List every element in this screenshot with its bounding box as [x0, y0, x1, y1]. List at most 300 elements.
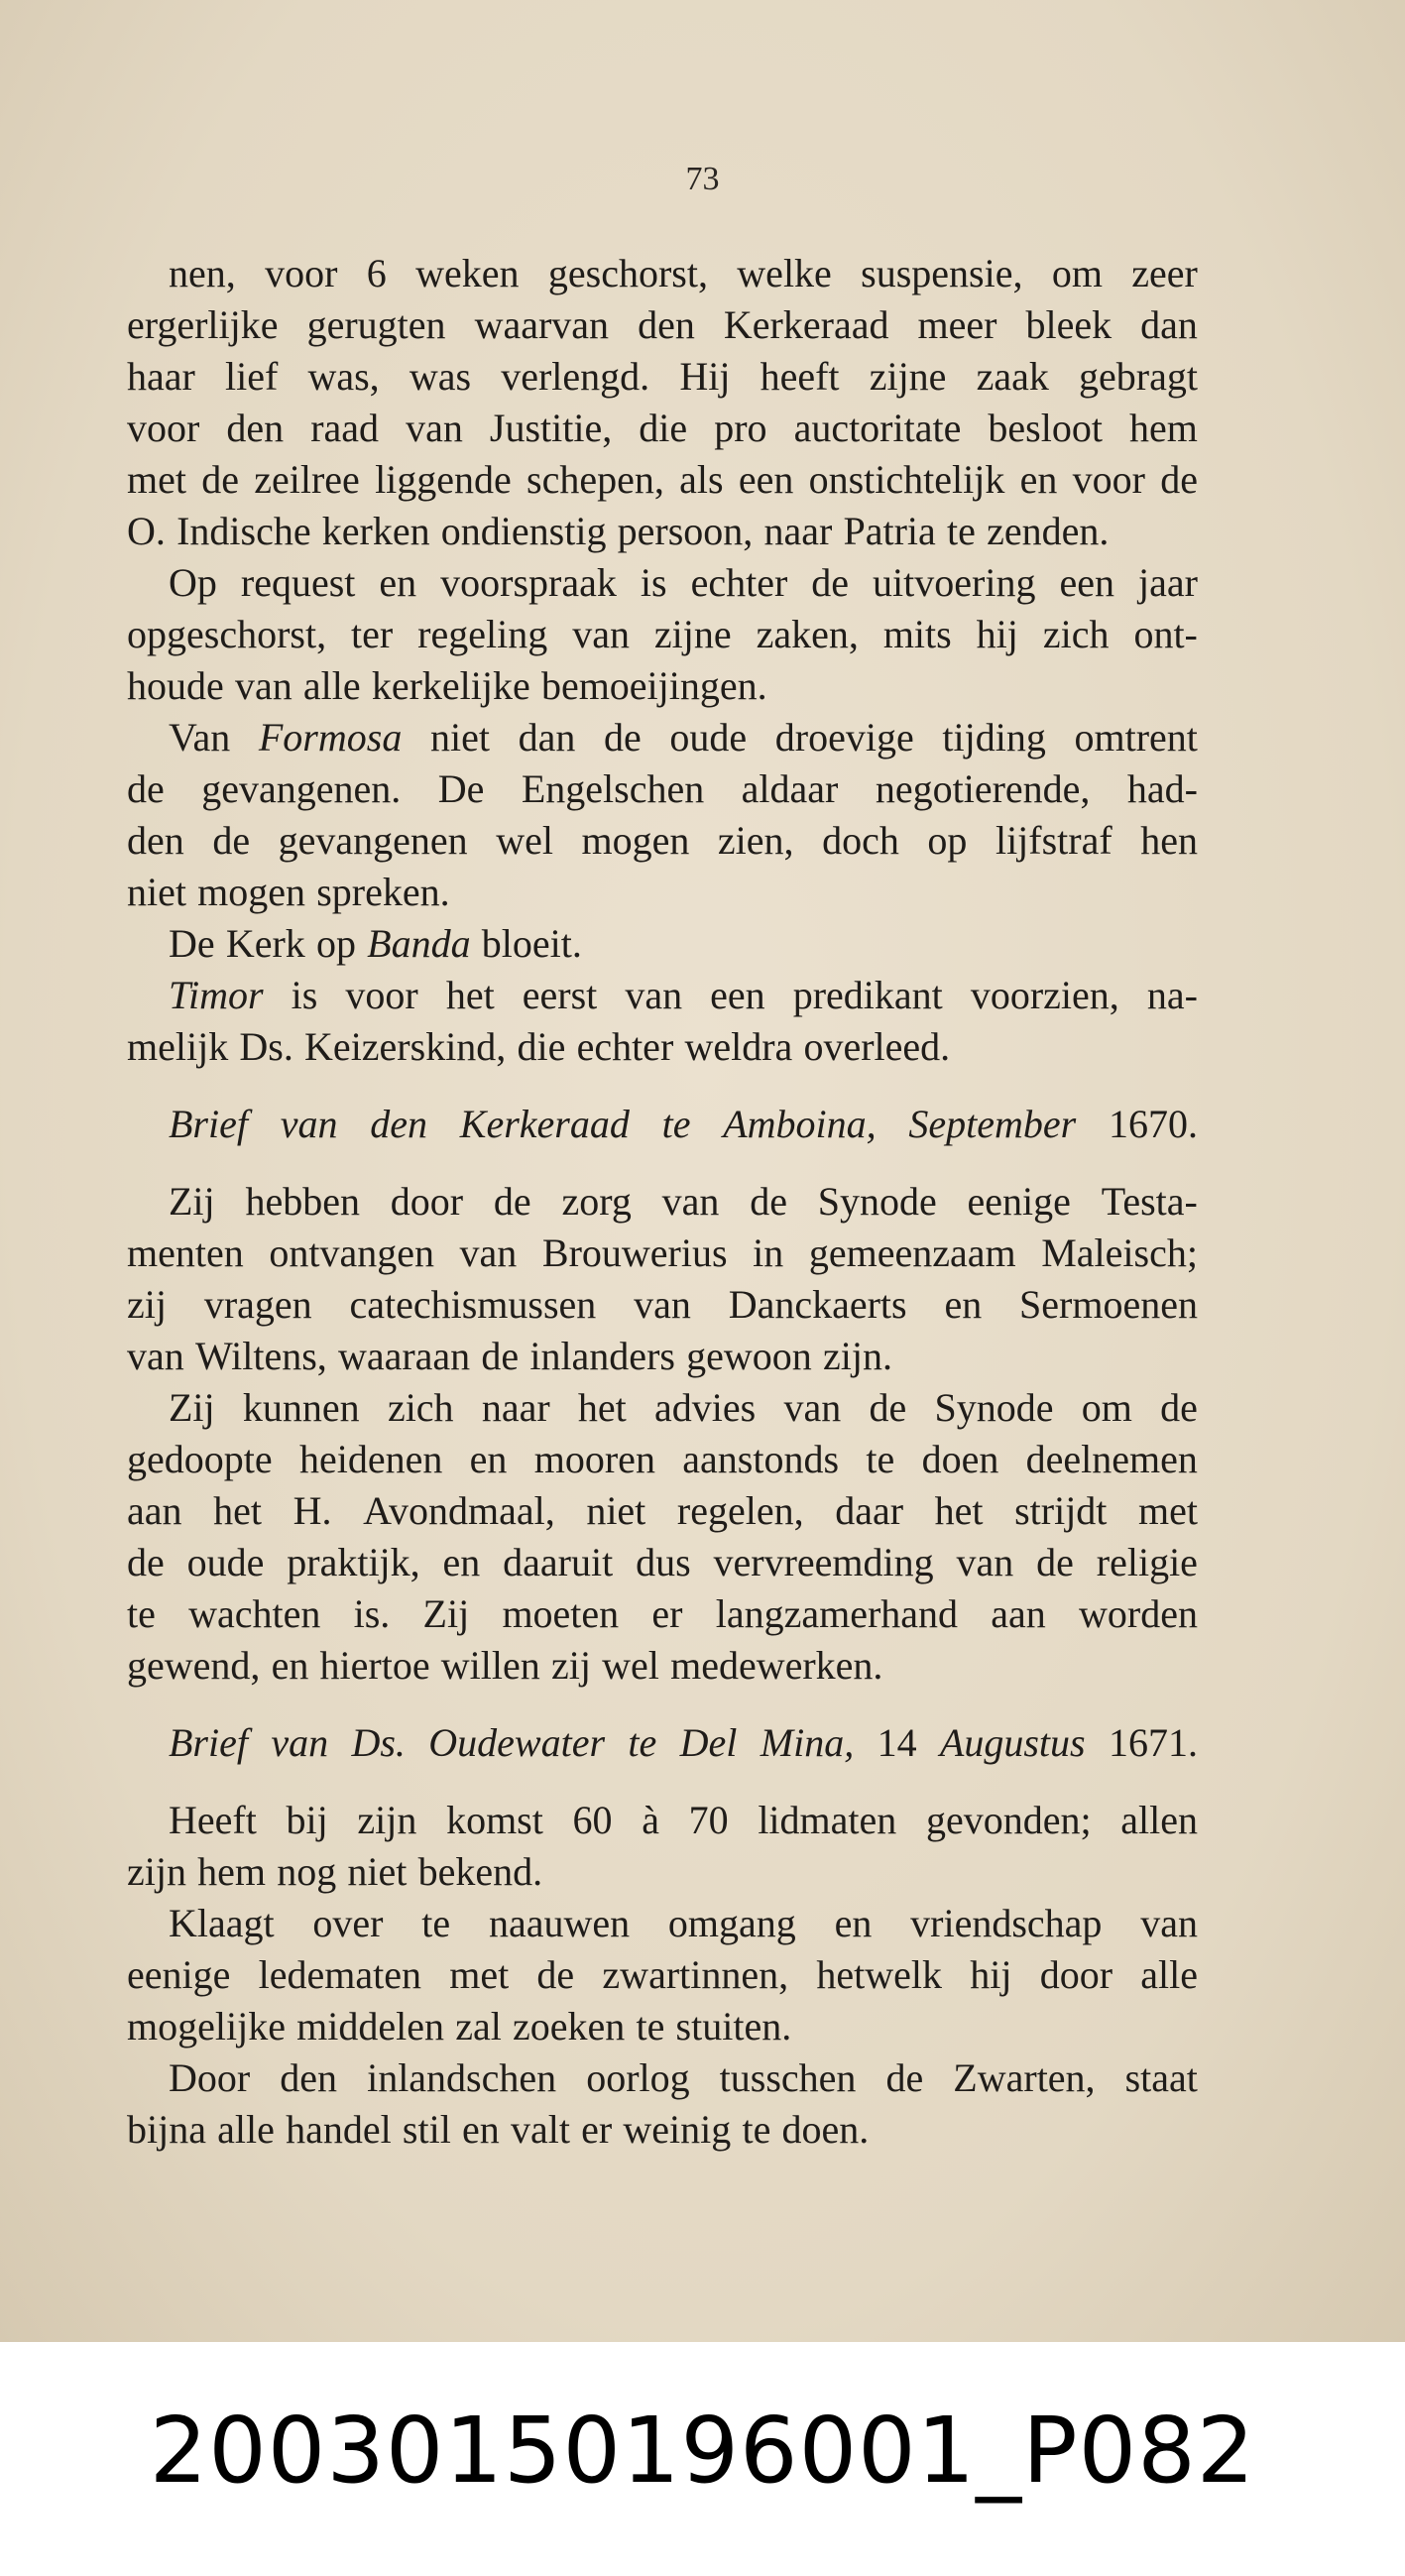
- word: dan: [1140, 302, 1198, 347]
- word: hij: [976, 612, 1018, 656]
- text-line: [127, 1279, 1198, 1331]
- word: Patria: [843, 509, 936, 553]
- word: regelen,: [676, 1488, 804, 1533]
- word: predikant: [792, 973, 943, 1017]
- heading-word: Del: [679, 1720, 738, 1765]
- word: middelen: [296, 2004, 445, 2049]
- word: worden: [1079, 1591, 1198, 1636]
- text-line: [127, 1434, 1198, 1485]
- word: was: [409, 354, 472, 399]
- word: religie: [1096, 1540, 1198, 1584]
- word: de: [536, 1952, 575, 1997]
- word: zeer: [1131, 251, 1198, 295]
- word: de: [127, 766, 165, 811]
- text-line: [127, 970, 1198, 1021]
- word: Zwarten,: [953, 2055, 1096, 2100]
- word: droevige: [774, 715, 914, 760]
- word: lidmaten: [758, 1798, 897, 1842]
- word: als: [679, 457, 724, 502]
- word: en: [379, 560, 417, 605]
- word: van: [459, 1230, 518, 1275]
- word: te: [947, 509, 976, 553]
- word: Klaagt: [169, 1901, 275, 1945]
- word: in: [753, 1230, 784, 1275]
- text-line: [127, 1949, 1198, 2001]
- word: van: [661, 1179, 720, 1224]
- word: door: [390, 1179, 464, 1224]
- word: Formosa: [258, 715, 403, 760]
- word: alle: [217, 2107, 275, 2152]
- heading-word: Mina,: [760, 1720, 855, 1765]
- text-line: [127, 506, 1198, 557]
- word: wel: [602, 1643, 659, 1688]
- word: weldra: [684, 1024, 793, 1069]
- word: niet: [429, 715, 490, 760]
- word: tusschen: [719, 2055, 857, 2100]
- word: Brouwerius: [541, 1230, 728, 1275]
- word: hebben: [245, 1179, 360, 1224]
- word: gemeenzaam: [808, 1230, 1016, 1275]
- heading-word: den: [370, 1102, 428, 1146]
- word: houde: [127, 663, 224, 708]
- word: aanstonds: [682, 1437, 840, 1481]
- word: negotierende,: [875, 766, 1091, 811]
- word: weinig: [623, 2107, 732, 2152]
- word: zich: [1042, 612, 1110, 656]
- word: wel: [496, 818, 553, 863]
- word: medewerken.: [670, 1643, 883, 1688]
- word: ergerlijke: [127, 302, 279, 347]
- word: over: [312, 1901, 384, 1945]
- word: Ds.: [239, 1024, 293, 1069]
- word: de: [127, 1540, 165, 1584]
- word: met: [1138, 1488, 1198, 1533]
- word: liggende: [375, 457, 512, 502]
- text-line: [127, 918, 1198, 970]
- word: zaak: [976, 354, 1049, 399]
- word: 60: [572, 1798, 613, 1842]
- text-line: [127, 454, 1198, 506]
- word: bijna: [127, 2107, 206, 2152]
- word: van: [127, 1334, 184, 1378]
- text-line: [127, 299, 1198, 351]
- word: mooren: [533, 1437, 655, 1481]
- word: gevangenen.: [201, 766, 402, 811]
- word: het: [577, 1385, 627, 1430]
- word: inlandschen: [367, 2055, 557, 2100]
- word: zijne: [869, 354, 947, 399]
- word: omtrent: [1074, 715, 1198, 760]
- word: voor: [345, 973, 418, 1017]
- word: Avondmaal,: [363, 1488, 555, 1533]
- word: de: [1160, 457, 1198, 502]
- word: niet: [586, 1488, 646, 1533]
- word: doen.: [781, 2107, 870, 2152]
- word: den: [280, 2055, 338, 2100]
- word: ont-: [1133, 612, 1198, 656]
- word: gerugten: [306, 302, 446, 347]
- word: Heeft: [169, 1798, 257, 1842]
- heading-word: 1671.: [1108, 1720, 1198, 1765]
- word: van: [234, 663, 293, 708]
- text-line: [127, 248, 1198, 299]
- word: voor: [127, 406, 200, 450]
- heading-word: Oudewater: [428, 1720, 606, 1765]
- text-line: [127, 763, 1198, 815]
- heading-word: Brief: [169, 1720, 248, 1765]
- word: ter: [351, 612, 394, 656]
- word: te: [866, 1437, 895, 1481]
- text-body: [127, 248, 1198, 2156]
- word: strijdt: [1014, 1488, 1108, 1533]
- word: uitvoering: [873, 560, 1036, 605]
- word: valt: [510, 2107, 570, 2152]
- text-line: [127, 712, 1198, 763]
- word: het: [445, 973, 495, 1017]
- text-line: [127, 1898, 1198, 1949]
- word: zwartinnen,: [602, 1952, 789, 1997]
- word: Zij: [169, 1179, 215, 1224]
- word: en: [944, 1282, 983, 1327]
- word: hij: [970, 1952, 1012, 1997]
- word: kerken: [321, 509, 430, 553]
- word: Keizerskind,: [304, 1024, 507, 1069]
- word: de: [493, 1179, 531, 1224]
- word: aan: [127, 1488, 182, 1533]
- word: waarvan: [474, 302, 610, 347]
- word: die: [639, 406, 688, 450]
- word: den: [226, 406, 285, 450]
- word: zaken,: [756, 612, 859, 656]
- word: voor: [1072, 457, 1145, 502]
- word: Zij: [422, 1591, 470, 1636]
- page-number: 73: [685, 161, 720, 197]
- word: Op: [169, 560, 217, 605]
- word: Banda: [367, 921, 471, 966]
- word: aan: [991, 1591, 1046, 1636]
- letter-heading: [127, 1099, 1198, 1150]
- word: bemoeijingen.: [540, 663, 767, 708]
- word: van: [956, 1540, 1014, 1584]
- word: niet: [347, 1849, 408, 1894]
- word: te: [636, 2004, 665, 2049]
- word: à: [642, 1798, 659, 1842]
- word: kunnen: [242, 1385, 360, 1430]
- word: de: [1160, 1385, 1198, 1430]
- word: echter: [576, 1024, 674, 1069]
- word: H.: [293, 1488, 332, 1533]
- word: zij: [550, 1643, 591, 1688]
- word: voorzien,: [970, 973, 1119, 1017]
- word: gewoon: [686, 1334, 812, 1378]
- heading-word: September: [908, 1102, 1077, 1146]
- word: een: [1059, 560, 1114, 605]
- word: en: [442, 1540, 481, 1584]
- word: had-: [1126, 766, 1198, 811]
- word: van: [406, 406, 463, 450]
- word: na-: [1146, 973, 1198, 1017]
- heading-word: 14: [877, 1720, 917, 1765]
- word: O.: [127, 509, 166, 553]
- paragraph: [127, 1795, 1198, 1898]
- word: ondienstig: [440, 509, 607, 553]
- word: tijding: [942, 715, 1046, 760]
- word: lief: [224, 354, 279, 399]
- heading-word: Augustus: [939, 1720, 1086, 1765]
- text-line: [127, 403, 1198, 454]
- heading-word: Amboina,: [723, 1102, 877, 1146]
- word: zoeken: [513, 2004, 626, 2049]
- word: met: [127, 457, 186, 502]
- word: willen: [440, 1643, 540, 1688]
- text-line: [127, 1331, 1198, 1382]
- word: zorg: [561, 1179, 632, 1224]
- word: gevangenen: [278, 818, 468, 863]
- word: regeling: [417, 612, 548, 656]
- word: een: [738, 457, 794, 502]
- text-line: [127, 1382, 1198, 1434]
- word: opgeschorst,: [127, 612, 327, 656]
- word: kerkelijke: [371, 663, 530, 708]
- word: de: [201, 457, 239, 502]
- word: spreken.: [316, 870, 450, 914]
- word: naar: [763, 509, 833, 553]
- word: mogelijke: [127, 2004, 286, 2049]
- word: vragen: [203, 1282, 312, 1327]
- text-line: [127, 1795, 1198, 1846]
- word: is.: [353, 1591, 391, 1636]
- word: overleed.: [803, 1024, 951, 1069]
- word: door: [1039, 1952, 1113, 1997]
- word: te: [742, 2107, 771, 2152]
- paragraph: [127, 248, 1198, 557]
- word: de: [811, 560, 850, 605]
- word: gebragt: [1079, 354, 1198, 399]
- word: dan: [518, 715, 576, 760]
- word: eerst: [522, 973, 598, 1017]
- text-line: [127, 1640, 1198, 1692]
- word: van: [572, 612, 630, 656]
- word: is: [640, 560, 667, 605]
- word: langzamerhand: [715, 1591, 959, 1636]
- text-line: [127, 1846, 1198, 1898]
- word: allen: [1120, 1798, 1198, 1842]
- paragraph: [127, 712, 1198, 918]
- word: ledematen: [258, 1952, 421, 1997]
- word: hiertoe: [319, 1643, 430, 1688]
- text-line: [127, 351, 1198, 403]
- word: De: [169, 921, 215, 966]
- word: suspensie,: [861, 251, 1023, 295]
- word: Kerk: [225, 921, 305, 966]
- word: bekend.: [417, 1849, 543, 1894]
- text-line: [127, 1176, 1198, 1228]
- word: alle: [302, 663, 361, 708]
- word: dus: [636, 1540, 691, 1584]
- word: de: [481, 1334, 520, 1378]
- word: oorlog: [586, 2055, 690, 2100]
- paragraph: [127, 918, 1198, 970]
- word: Hij: [679, 354, 731, 399]
- word: welke: [737, 251, 832, 295]
- word: inlanders: [529, 1334, 675, 1378]
- heading-word: Kerkeraad: [459, 1102, 630, 1146]
- text-line: [127, 660, 1198, 712]
- scan-identifier: 20030150196001_P082: [149, 2398, 1256, 2504]
- word: van: [625, 973, 683, 1017]
- text-line: [127, 867, 1198, 918]
- word: van: [1140, 1901, 1198, 1945]
- heading-word: van: [280, 1102, 338, 1146]
- word: catechismussen: [349, 1282, 597, 1327]
- heading-word: Ds.: [351, 1720, 406, 1765]
- word: omgang: [667, 1901, 796, 1945]
- word: deelnemen: [1025, 1437, 1198, 1481]
- word: Zij: [169, 1385, 215, 1430]
- word: pro: [714, 406, 767, 450]
- paragraph: [127, 2052, 1198, 2156]
- word: daaruit: [503, 1540, 614, 1584]
- word: vriendschap: [910, 1901, 1103, 1945]
- word: echter: [690, 560, 788, 605]
- word: en: [469, 1437, 508, 1481]
- word: zijne: [653, 612, 732, 656]
- word: de: [1036, 1540, 1074, 1584]
- word: Engelschen: [521, 766, 705, 811]
- word: weken: [415, 251, 520, 295]
- word: de: [603, 715, 642, 760]
- word: oude: [669, 715, 748, 760]
- word: er: [651, 1591, 683, 1636]
- text-line: [127, 2001, 1198, 2052]
- word: Door: [169, 2055, 251, 2100]
- word: alle: [1140, 1952, 1198, 1997]
- word: den: [127, 818, 184, 863]
- text-line: [127, 2104, 1198, 2156]
- text-line: [127, 1588, 1198, 1640]
- word: auctoritate: [793, 406, 962, 450]
- word: en: [834, 1901, 873, 1945]
- word: jaar: [1137, 560, 1198, 605]
- word: zijn: [357, 1798, 417, 1842]
- word: hem: [197, 1849, 267, 1894]
- word: stuiten.: [675, 2004, 792, 2049]
- word: voorspraak: [440, 560, 617, 605]
- word: onstichtelijk: [808, 457, 1005, 502]
- word: 6: [366, 251, 387, 295]
- text-line: [127, 1537, 1198, 1588]
- word: doch: [822, 818, 899, 863]
- text-line: [127, 557, 1198, 609]
- heading-word: Brief: [169, 1102, 248, 1146]
- word: Danckaerts: [728, 1282, 907, 1327]
- word: oude: [186, 1540, 265, 1584]
- word: waaraan: [337, 1334, 471, 1378]
- heading-word: te: [661, 1102, 691, 1146]
- paragraph: [127, 557, 1198, 712]
- word: praktijk,: [287, 1540, 420, 1584]
- heading-word: van: [271, 1720, 329, 1765]
- word: gedoopte: [127, 1437, 273, 1481]
- word: doen: [921, 1437, 999, 1481]
- text-line: [127, 2052, 1198, 2104]
- paragraph: [127, 1382, 1198, 1692]
- paragraph: [127, 1176, 1198, 1382]
- word: Testa-: [1101, 1179, 1198, 1224]
- word: te: [421, 1901, 451, 1945]
- word: Sermoenen: [1019, 1282, 1198, 1327]
- word: van: [783, 1385, 842, 1430]
- word: geschorst,: [547, 251, 708, 295]
- word: het: [934, 1488, 984, 1533]
- word: komst: [446, 1798, 543, 1842]
- word: 70: [688, 1798, 729, 1842]
- word: het: [213, 1488, 262, 1533]
- word: advies: [654, 1385, 757, 1430]
- word: handel: [286, 2107, 392, 2152]
- word: zal: [455, 2004, 502, 2049]
- word: voor: [265, 251, 338, 295]
- word: bleek: [1025, 302, 1112, 347]
- word: zijn: [127, 1849, 186, 1894]
- word: mogen: [197, 870, 306, 914]
- word: zich: [387, 1385, 454, 1430]
- word: zeilree: [254, 457, 360, 502]
- word: de: [869, 1385, 907, 1430]
- word: bij: [286, 1798, 328, 1842]
- word: is: [291, 973, 318, 1017]
- word: request: [240, 560, 356, 605]
- word: met: [449, 1952, 510, 1997]
- word: schepen,: [527, 457, 664, 502]
- word: te: [127, 1591, 156, 1636]
- word: melijk: [127, 1024, 229, 1069]
- word: was,: [307, 354, 380, 399]
- word: lijfstraf: [995, 818, 1112, 863]
- word: wachten: [188, 1591, 321, 1636]
- word: zien,: [717, 818, 794, 863]
- word: hen: [1140, 818, 1198, 863]
- word: een: [710, 973, 765, 1017]
- word: menten: [127, 1230, 244, 1275]
- heading-word: 1670.: [1108, 1102, 1198, 1146]
- word: hem: [1129, 406, 1198, 450]
- paragraph: [127, 1898, 1198, 2052]
- word: persoon,: [617, 509, 754, 553]
- word: eenige: [127, 1952, 231, 1997]
- word: gevonden;: [925, 1798, 1092, 1842]
- word: heeft: [760, 354, 840, 399]
- word: en: [1019, 457, 1058, 502]
- word: stil: [402, 2107, 451, 2152]
- word: Justitie,: [489, 406, 613, 450]
- word: zijn.: [822, 1334, 892, 1378]
- word: vervreemding: [713, 1540, 934, 1584]
- word: de: [750, 1179, 787, 1224]
- word: Timor: [169, 973, 264, 1017]
- heading-word: te: [628, 1720, 657, 1765]
- text-line: [127, 1485, 1198, 1537]
- word: De: [437, 766, 485, 811]
- word: hetwelk: [816, 1952, 942, 1997]
- word: haar: [127, 354, 195, 399]
- word: de: [212, 818, 251, 863]
- word: Synode: [817, 1179, 937, 1224]
- word: Maleisch;: [1041, 1230, 1198, 1275]
- word: mogen: [581, 818, 690, 863]
- word: daar: [835, 1488, 904, 1533]
- paragraph: [127, 970, 1198, 1073]
